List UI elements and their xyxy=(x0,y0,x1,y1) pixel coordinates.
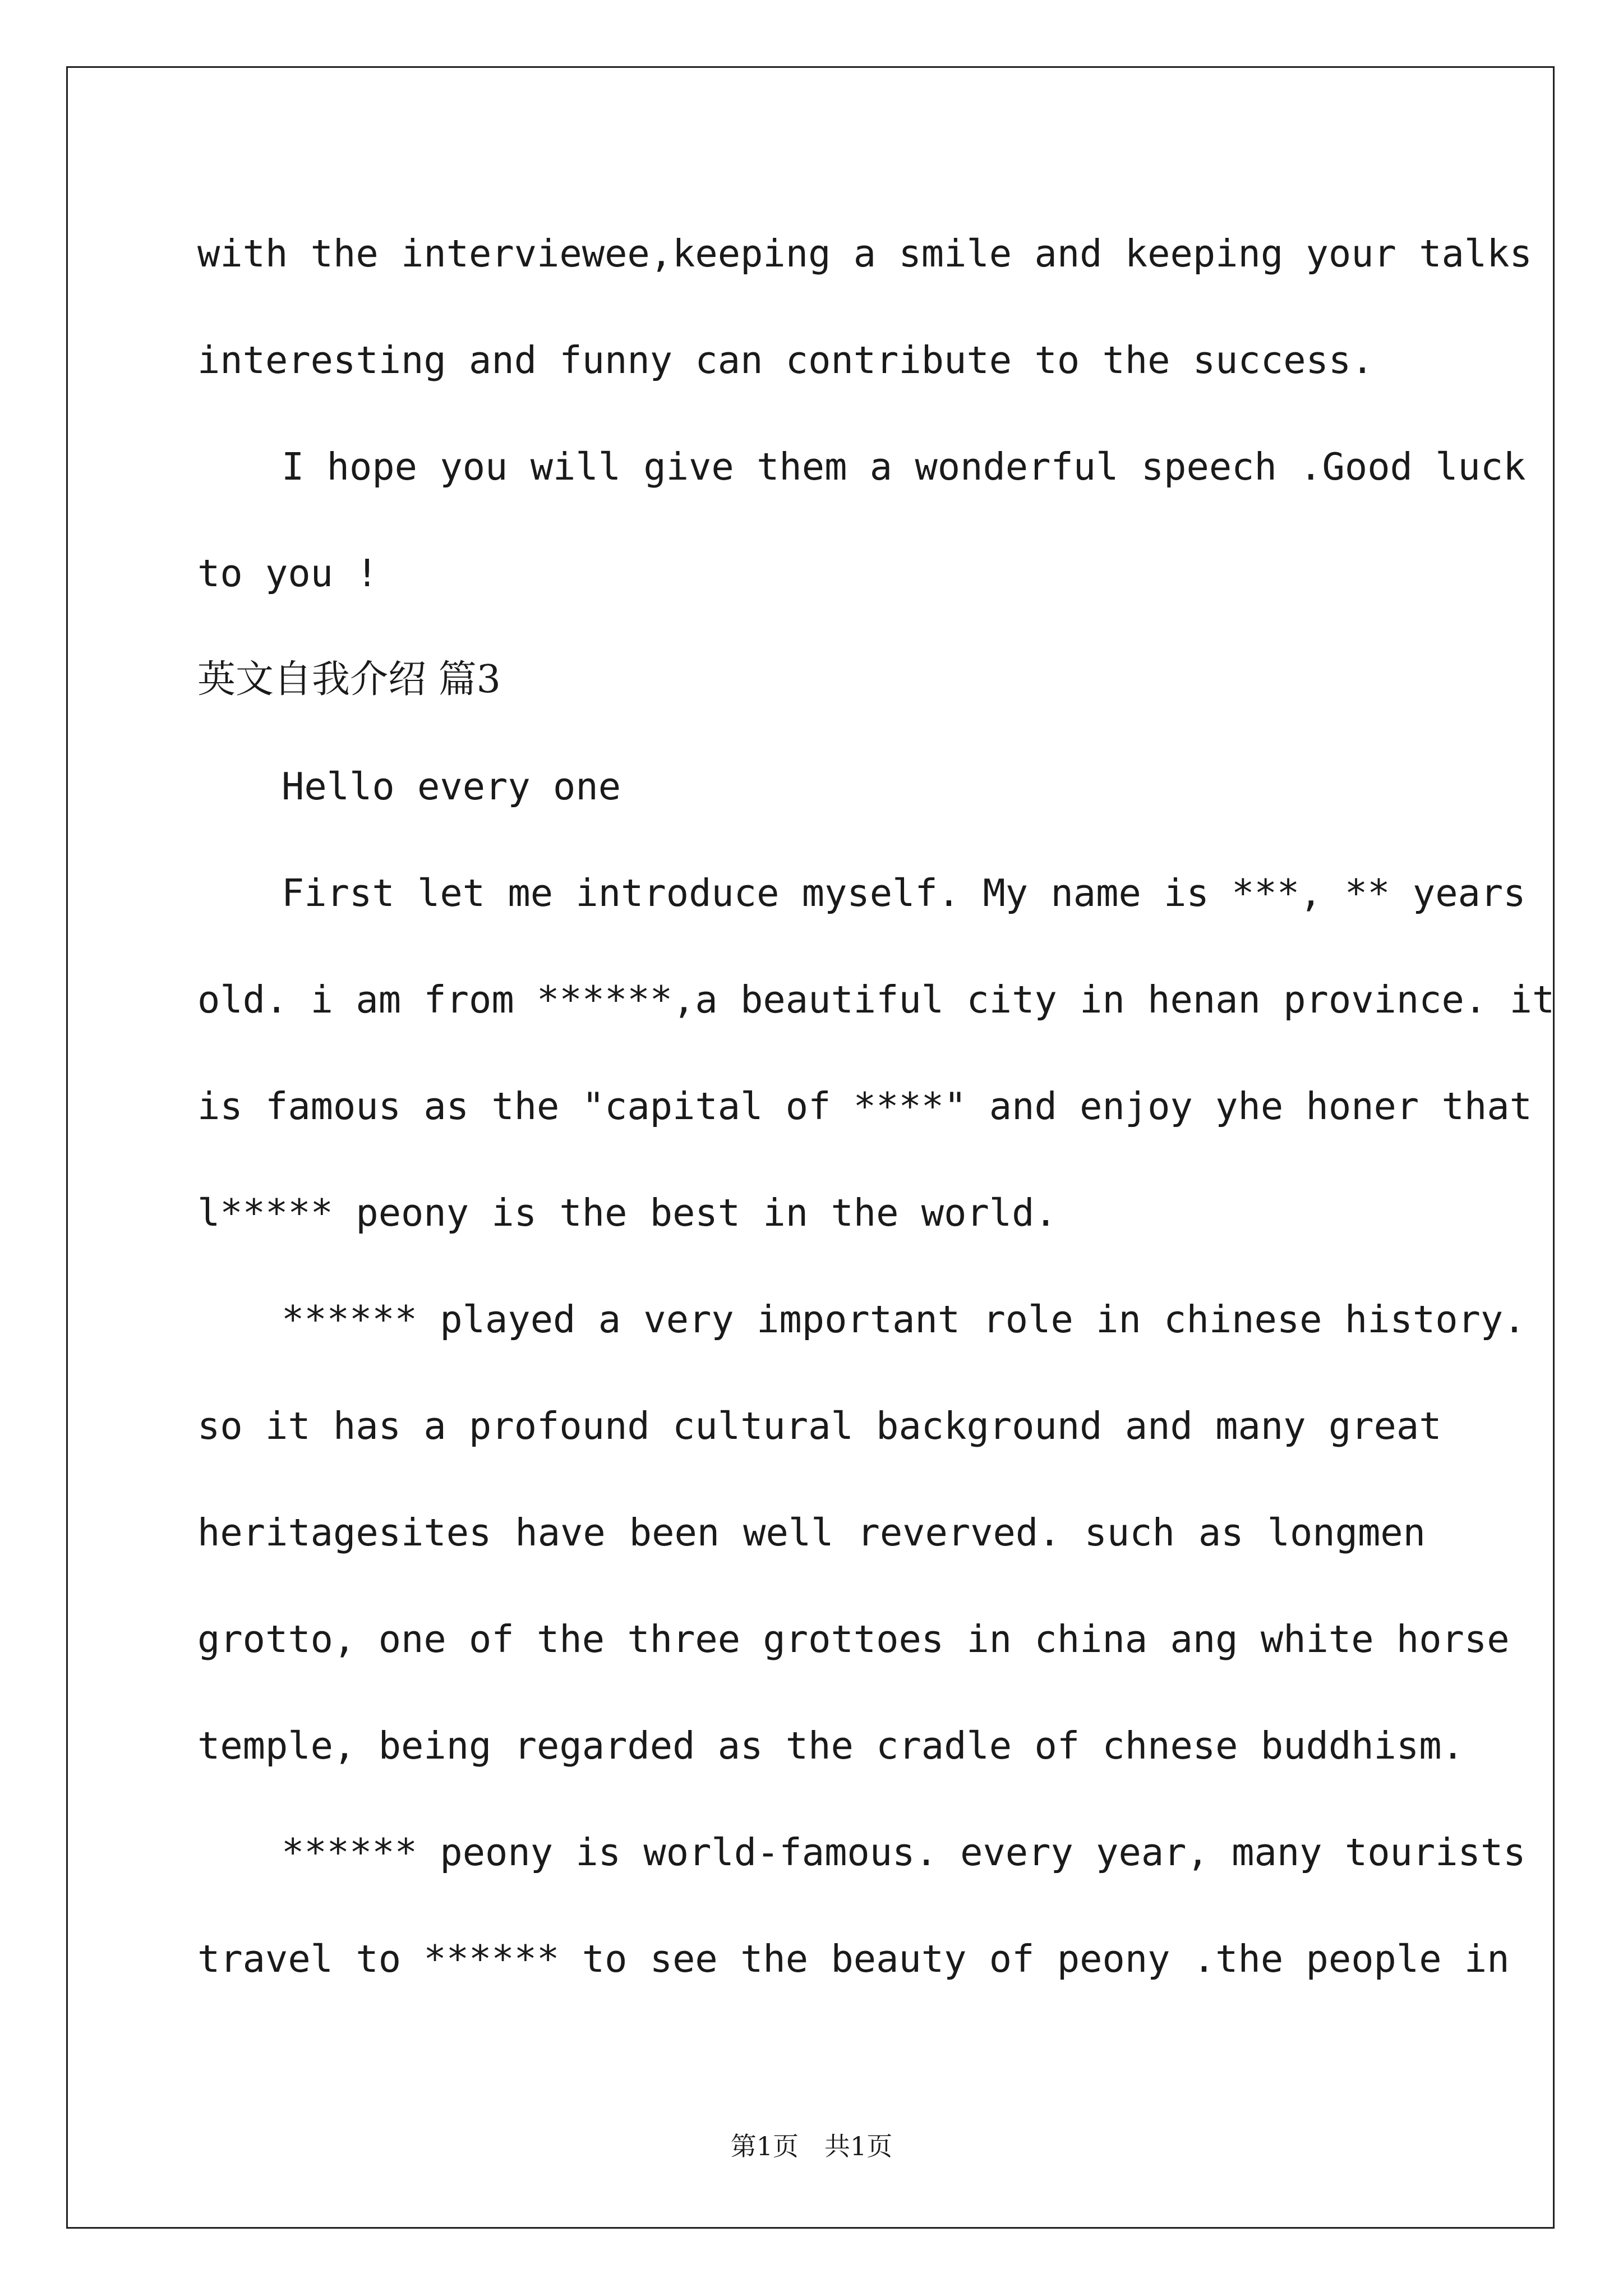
text-line: l***** peony is the best in the world. xyxy=(197,1191,1057,1235)
text-line: with the interviewee,keeping a smile and keeping your talks xyxy=(197,232,1532,275)
text-line: grotto, one of the three grottoes in china ang white horse xyxy=(197,1617,1510,1661)
text-line: old. i am from ******,a beautiful city in henan province. it xyxy=(197,978,1555,1022)
text-line: I hope you will give them a wonderful speech .Good luck xyxy=(282,445,1526,489)
page-footer: 第1页 共1页 xyxy=(730,2131,893,2161)
section-heading: 英文自我介绍 篇3 xyxy=(197,657,501,702)
text-line: to you ! xyxy=(197,551,379,595)
text-line: heritagesites have been well reverved. such as longmen xyxy=(197,1511,1426,1554)
text-line: Hello every one xyxy=(282,765,621,808)
text-line: so it has a profound cultural background and many great xyxy=(197,1404,1442,1448)
text-line: is famous as the "capital of ****" and enjoy yhe honer that xyxy=(197,1084,1532,1128)
text-line: ****** played a very important role in chinese history. xyxy=(282,1297,1526,1341)
text-line: First let me introduce myself. My name is ***, ** years xyxy=(282,871,1526,915)
text-line: ****** peony is world-famous. every year, many tourists xyxy=(282,1830,1526,1874)
text-line: temple, being regarded as the cradle of chnese buddhism. xyxy=(197,1724,1464,1768)
text-line: interesting and funny can contribute to the success. xyxy=(197,338,1374,382)
document-body xyxy=(197,220,1555,2032)
text-line: travel to ****** to see the beauty of peony .the people in xyxy=(197,1937,1510,1981)
